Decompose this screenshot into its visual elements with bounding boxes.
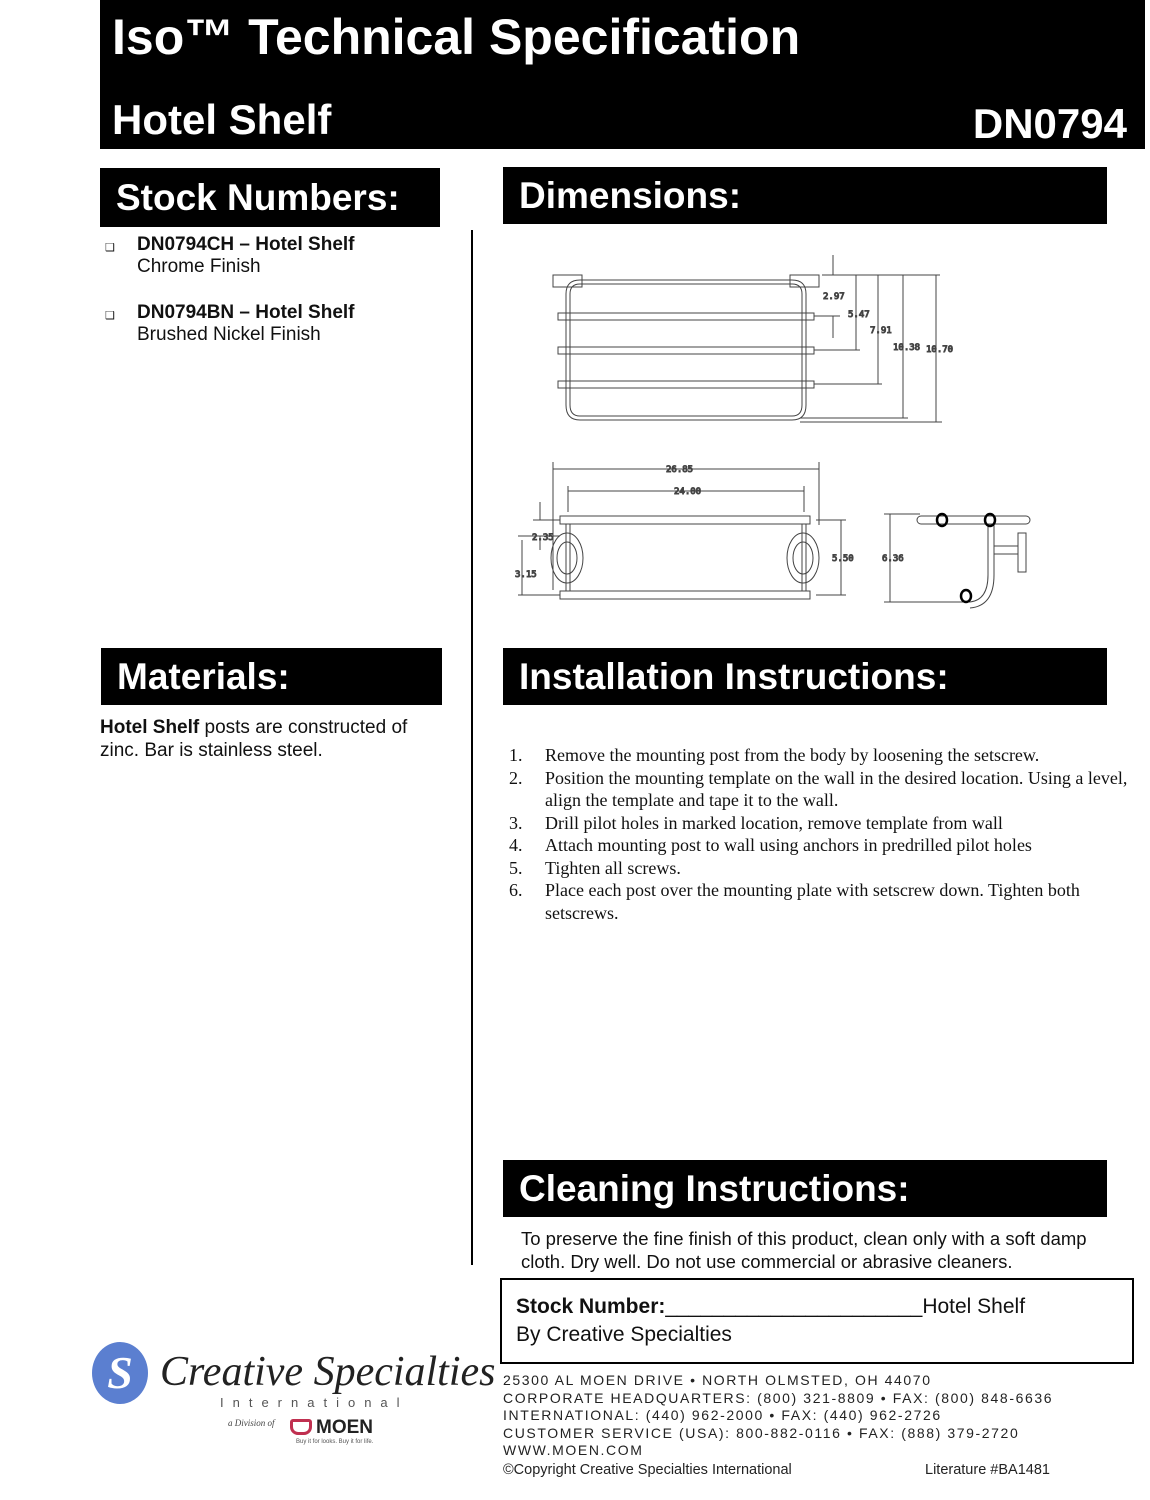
company-logo bbox=[90, 1338, 496, 1458]
top-view-drawing bbox=[553, 255, 942, 422]
literature-number: Literature #BA1481 bbox=[925, 1462, 1050, 1478]
checkbox-bullet-icon: ❑ bbox=[105, 242, 115, 254]
moen-logo-icon bbox=[290, 1419, 312, 1435]
installation-steps bbox=[509, 744, 1144, 924]
dim-label: 5.50 bbox=[832, 554, 854, 564]
logo-sub: International bbox=[220, 1395, 409, 1410]
checkbox-bullet-icon: ❑ bbox=[105, 310, 115, 322]
stock-number-label: Stock Number: bbox=[516, 1295, 666, 1318]
dim-label: 2.35 bbox=[532, 533, 554, 543]
dim-label: 10.70 bbox=[926, 345, 954, 355]
step-item: 2. Position the mounting template on the wall in the desired location. Using a level, align the template and tape it to the wall. bbox=[509, 767, 1128, 810]
stock-code: DN0794BN – Hotel Shelf bbox=[137, 302, 355, 323]
materials-heading: Materials: bbox=[101, 648, 442, 705]
copyright: ©Copyright Creative Specialties International bbox=[503, 1462, 792, 1478]
stock-number-blank: ______________________ bbox=[665, 1295, 923, 1318]
step-item: 5. Tighten all screws. bbox=[509, 857, 681, 878]
logo-tagline: Buy it for looks. Buy it for life. bbox=[296, 1439, 374, 1445]
dim-label: 24.00 bbox=[674, 487, 702, 497]
stock-item bbox=[105, 302, 457, 346]
dim-label: 10.38 bbox=[893, 343, 921, 353]
header-banner bbox=[100, 0, 1145, 149]
step-item: 1. Remove the mounting post from the body by loosening the setscrew. bbox=[509, 745, 1040, 765]
stock-item bbox=[105, 234, 457, 278]
product-name: Hotel Shelf bbox=[112, 96, 332, 143]
front-view-drawing bbox=[518, 462, 846, 599]
dim-label: 26.85 bbox=[666, 465, 694, 475]
side-view-drawing bbox=[884, 514, 1030, 608]
logo-name: Creative Specialties bbox=[160, 1349, 496, 1395]
stock-code: DN0794CH – Hotel Shelf bbox=[137, 234, 355, 255]
stock-list bbox=[105, 234, 457, 346]
website-link[interactable]: WWW.MOEN.COM bbox=[503, 1442, 644, 1458]
dimensions-heading: Dimensions: bbox=[503, 167, 1107, 224]
step-item: 6. Place each post over the mounting plate with setscrew down. Tighten both setscrews. bbox=[509, 880, 1080, 923]
doc-title: Iso™ Technical Specification bbox=[112, 9, 801, 65]
logo-brand: MOEN bbox=[316, 1417, 373, 1438]
materials-desc: posts are constructed of zinc. Bar is stainless steel. bbox=[100, 717, 408, 761]
installation-heading: Installation Instructions: bbox=[503, 648, 1107, 705]
stock-finish: Chrome Finish bbox=[137, 256, 261, 277]
materials-text bbox=[100, 716, 440, 762]
step-item: 3. Drill pilot holes in marked location, remove template from wall bbox=[509, 812, 1003, 833]
cleaning-heading: Cleaning Instructions: bbox=[503, 1160, 1107, 1217]
logo-division: a Division of bbox=[228, 1418, 275, 1428]
step-item: 4. Attach mounting post to wall using anchors in predrilled pilot holes bbox=[509, 835, 1032, 855]
footer-address: 25300 AL MOEN DRIVE • NORTH OLMSTED, OH 44070 CORPORATE HEADQUARTERS: (800) 321-8809 • FAX: (800) 848-6636 INTERNATIONAL: (440) 962-2000 • FAX: (440) 962-2726 CUSTOMER SERVICE (USA): 800-882-0116 • FAX: (888) 379-2720 WWW.MOEN.COM bbox=[503, 1372, 1103, 1460]
stock-finish: Brushed Nickel Finish bbox=[137, 324, 321, 345]
stock-numbers-heading: Stock Numbers: bbox=[100, 168, 440, 227]
stock-by: By Creative Specialties bbox=[516, 1323, 732, 1346]
model-number: DN0794 bbox=[972, 100, 1127, 147]
dim-label: 6.36 bbox=[882, 554, 904, 564]
dim-label: 3.15 bbox=[515, 570, 537, 580]
stock-number-box bbox=[500, 1278, 1134, 1364]
materials-bold: Hotel Shelf bbox=[100, 717, 200, 738]
stock-product: Hotel Shelf bbox=[922, 1295, 1026, 1318]
logo-s-icon: S bbox=[92, 1342, 148, 1404]
cleaning-text: To preserve the fine finish of this product, clean only with a soft damp cloth. Dry well. Do not use commercial or abrasive cleaners. bbox=[521, 1228, 1087, 1272]
dim-label: 7.91 bbox=[870, 326, 892, 336]
dimension-drawing bbox=[500, 250, 1150, 620]
column-divider bbox=[471, 230, 473, 1265]
dim-label: 2.97 bbox=[823, 292, 845, 302]
dim-label: 5.47 bbox=[848, 310, 870, 320]
